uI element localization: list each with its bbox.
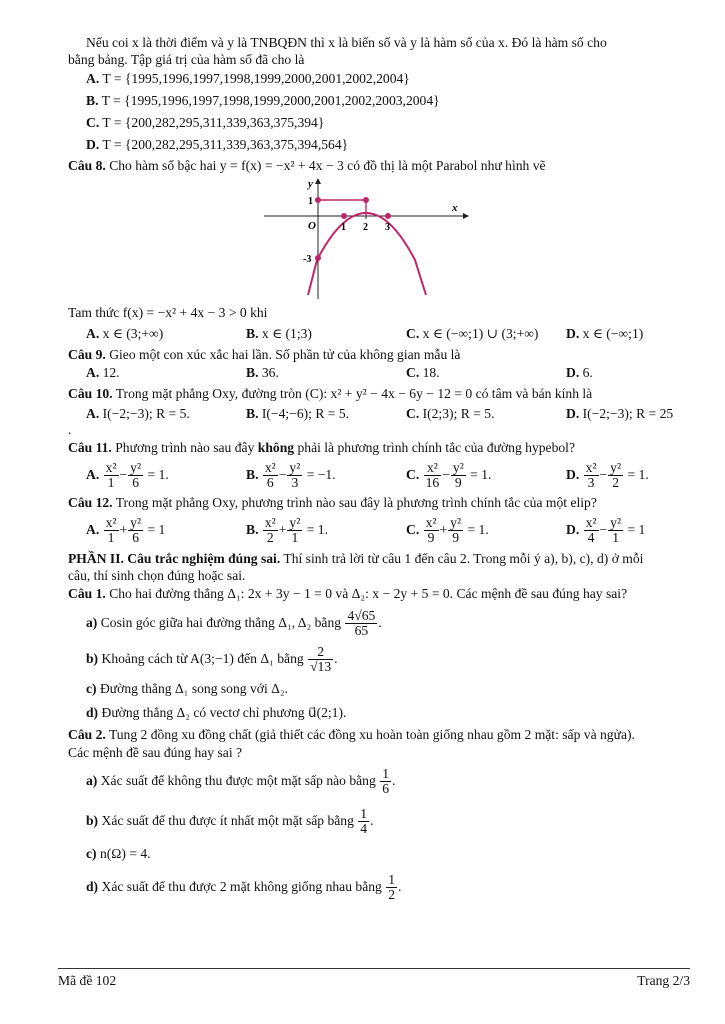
p2q2-item-b: b) Xác suất để thu được ít nhất một mặt sấp bằng $\frac{1}{4}$ . [86,806,374,837]
exam-page [68,34,690,907]
tick-label-y1: 1 [308,196,313,207]
question-12-options: A. $\frac{\text{x²}}{1}$ + $\frac{\text{y²}}{6}$ = 1 B. $\frac{\text{x²}}{2}$ + $\frac{\text{y²}}{1}$ = 1. C. $\frac{\text{x²}}{9}$ + $\frac{\text{y²}}{9}$ = 1. D. $\frac{\text{x²}}{4}$ − $\frac{\text{y²}}{1}$ = 1 [86,515,646,546]
intro-option-b: B. T = {1995,1996,1997,1998,1999,2000,2001,2002,2003,2004} [86,93,440,108]
intro-option-c: C. T = {200,282,295,311,339,363,375,394} [86,115,325,130]
parabola-curve [317,213,426,295]
question-8-options: A. x ∈ (3;+∞) B. x ∈ (1;3) C. x ∈ (−∞;1) ∪ (3;+∞) D. x ∈ (−∞;1) [86,326,644,341]
point-vertex [363,197,369,203]
question-11-options: A. $\frac{\text{x²}}{1}$ − $\frac{\text{y²}}{6}$ = 1. B. $\frac{\text{x²}}{6}$ − $\frac{\text{y²}}{3}$ = −1. C. $\frac{\text{x²}}{16}$ − $\frac{\text{y²}}{9}$ = 1. D. $\frac{\text{x²}}{3}$ − $\frac{\text{y²}}{2}$ = 1. [86,460,649,491]
question-10-options: A. I(−2;−3); R = 5. B. I(−4;−6); R = 5. C. I(2;3); R = 5. D. I(−2;−3); R = 25 [86,406,674,421]
p2q2-item-a: a) Xác suất để không thu được một mặt sấp nào bằng $\frac{1}{6}$ . [86,766,396,797]
p2q1-item-a: a) Cosin góc giữa hai đường thẳng Δ₁, Δ₂ bằng $\frac{4√65}{65}$ . [86,608,382,639]
question-10-trail: . [68,422,72,437]
question-10: Câu 10. Trong mặt phẳng Oxy, đường tròn (C): x² + y² − 4x − 6y − 12 = 0 có tâm và bán kính là [68,386,593,401]
page-footer [58,968,690,989]
point-x3 [385,213,391,219]
question-9: Câu 9. Gieo một con xúc xắc hai lần. Số phần tử của không gian mẫu là [68,347,461,362]
point-x1 [341,213,347,219]
p2q2-item-d: d) Xác suất để thu được 2 mặt không giống nhau bằng $\frac{1}{2}$ . [86,872,402,903]
question-12: Câu 12. Trong mặt phẳng Oxy, phương trình nào sau đây là phương trình chính tắc của một elip? [68,495,597,510]
part-2-question-2: Câu 2. Tung 2 đồng xu đồng chất (giả thiết các đồng xu hoàn toàn giống nhau gồm 2 mặt: sấp và ngửa). [68,727,635,742]
intro-option-d: D. T = {200,282,295,311,339,363,375,394,564} [86,137,349,152]
page-number: Trang 2/3 [637,973,690,988]
tick-label-ym3: -3 [303,254,312,265]
intro-line-2: bằng bảng. Tập giá trị của hàm số đã cho là [68,52,305,67]
part-2-question-1: Câu 1. Cho hai đường thẳng Δ₁: 2x + 3y − 1 = 0 và Δ₂: x − 2y + 5 = 0. Các mệnh đề sau đúng hay sai? [68,586,628,601]
tick-label-2: 2 [363,222,368,233]
part-2-question-2-line-2: Các mệnh đề sau đúng hay sai ? [68,745,243,760]
origin-label: O [308,220,316,232]
exam-code: Mã đề 102 [58,973,117,988]
part-2-heading: PHẦN II. Câu trắc nghiệm đúng sai. Thí sinh trả lời từ câu 1 đến câu 2. Trong mỗi ý a), b), c), d) ở mỗi [68,551,644,566]
question-8: Câu 8. Cho hàm số bậc hai y = f(x) = −x² + 4x − 3 có đồ thị là một Parabol như hình vẽ [68,158,546,173]
question-9-options: A. 12. B. 36. C. 18. D. 6. [86,365,593,380]
p2q1-item-b: b) Khoảng cách từ A(3;−1) đến Δ₁ bằng $\frac{2}{√13}$ . [86,644,338,675]
p2q1-item-d: d) Đường thẳng Δ₂ có vectơ chỉ phương u⃗(2;1). [86,705,347,720]
tick-label-3: 3 [385,222,390,233]
question-8-ask: Tam thức f(x) = −x² + 4x − 3 > 0 khi [68,305,268,320]
question-11: Câu 11. Phương trình nào sau đây không phải là phương trình chính tắc của đường hypebol? [68,440,575,455]
point-y-int [315,255,321,261]
parabola-graph [68,175,690,303]
x-axis-label: x [452,202,458,214]
y-axis-label: y [308,178,313,190]
part-2-instructions: câu, thí sinh chọn đúng hoặc sai. [68,568,246,583]
p2q1-item-c: c) Đường thẳng Δ₁ song song với Δ₂. [86,681,289,696]
p2q2-item-c: c) n(Ω) = 4. [86,846,151,861]
intro-line-1: Nếu coi x là thời điểm và y là TNBQĐN thì x là biến số và y là hàm số của x. Đó là hàm số cho [86,35,607,50]
intro-option-a: A. T = {1995,1996,1997,1998,1999,2000,2001,2002,2004} [86,71,410,86]
tick-label-1: 1 [341,222,346,233]
